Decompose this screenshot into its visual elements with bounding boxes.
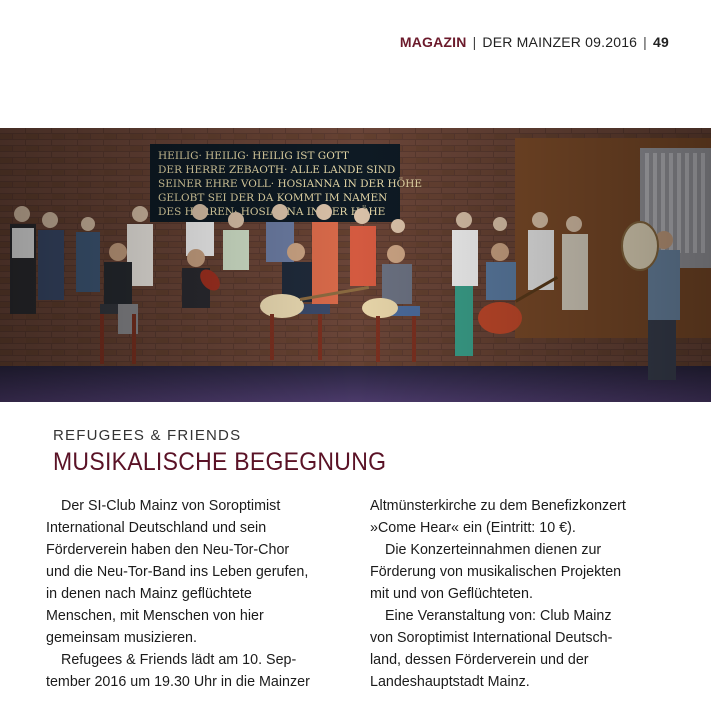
text-line: Refugees & Friends lädt am 10. Sep- — [61, 652, 297, 668]
page-number: 49 — [653, 34, 669, 50]
text-line: in denen nach Mainz geflüchtete — [46, 586, 252, 602]
text-line: Der SI-Club Mainz von Soroptimist — [61, 498, 281, 514]
section-label: MAGAZIN — [399, 34, 467, 50]
text-line: Förderung von musikalischen Projekten — [370, 564, 622, 580]
article-photo — [0, 128, 711, 402]
text-line: Förderverein haben den Neu-Tor-Chor — [46, 542, 290, 558]
text-line: Altmünsterkirche zu dem Benefizkonzert — [370, 498, 626, 514]
article-column-left — [46, 495, 346, 693]
text-line: Die Konzerteinnahmen dienen zur — [385, 542, 602, 558]
text-line: tember 2016 um 19.30 Uhr in die Mainzer — [46, 674, 310, 690]
article-kicker: REFUGEES & FRIENDS — [53, 427, 242, 444]
text-line: International Deutschland und sein — [46, 520, 267, 536]
text-line: »Come Hear« ein (Eintritt: 10 €). — [370, 520, 576, 536]
header-separator-2: | — [643, 34, 648, 50]
text-line: Landeshauptstadt Mainz. — [370, 674, 530, 690]
page-header — [400, 34, 669, 50]
article-headline: MUSIKALISCHE BEGEGNUNG — [53, 448, 387, 476]
text-line: Eine Veranstaltung von: Club Mainz — [385, 608, 612, 624]
text-line: und die Neu-Tor-Band ins Leben gerufen, — [46, 564, 309, 580]
article-column-right — [370, 495, 670, 693]
text-line: land, dessen Förderverein und der — [370, 652, 589, 668]
text-line: gemeinsam musizieren. — [46, 630, 197, 646]
header-separator: | — [472, 34, 477, 50]
text-line: von Soroptimist International Deutsch- — [370, 630, 613, 646]
publication-label: DER MAINZER 09.2016 — [482, 34, 638, 50]
text-line: Menschen, mit Menschen von hier — [46, 608, 264, 624]
text-line: mit und von Geflüchteten. — [370, 586, 533, 602]
